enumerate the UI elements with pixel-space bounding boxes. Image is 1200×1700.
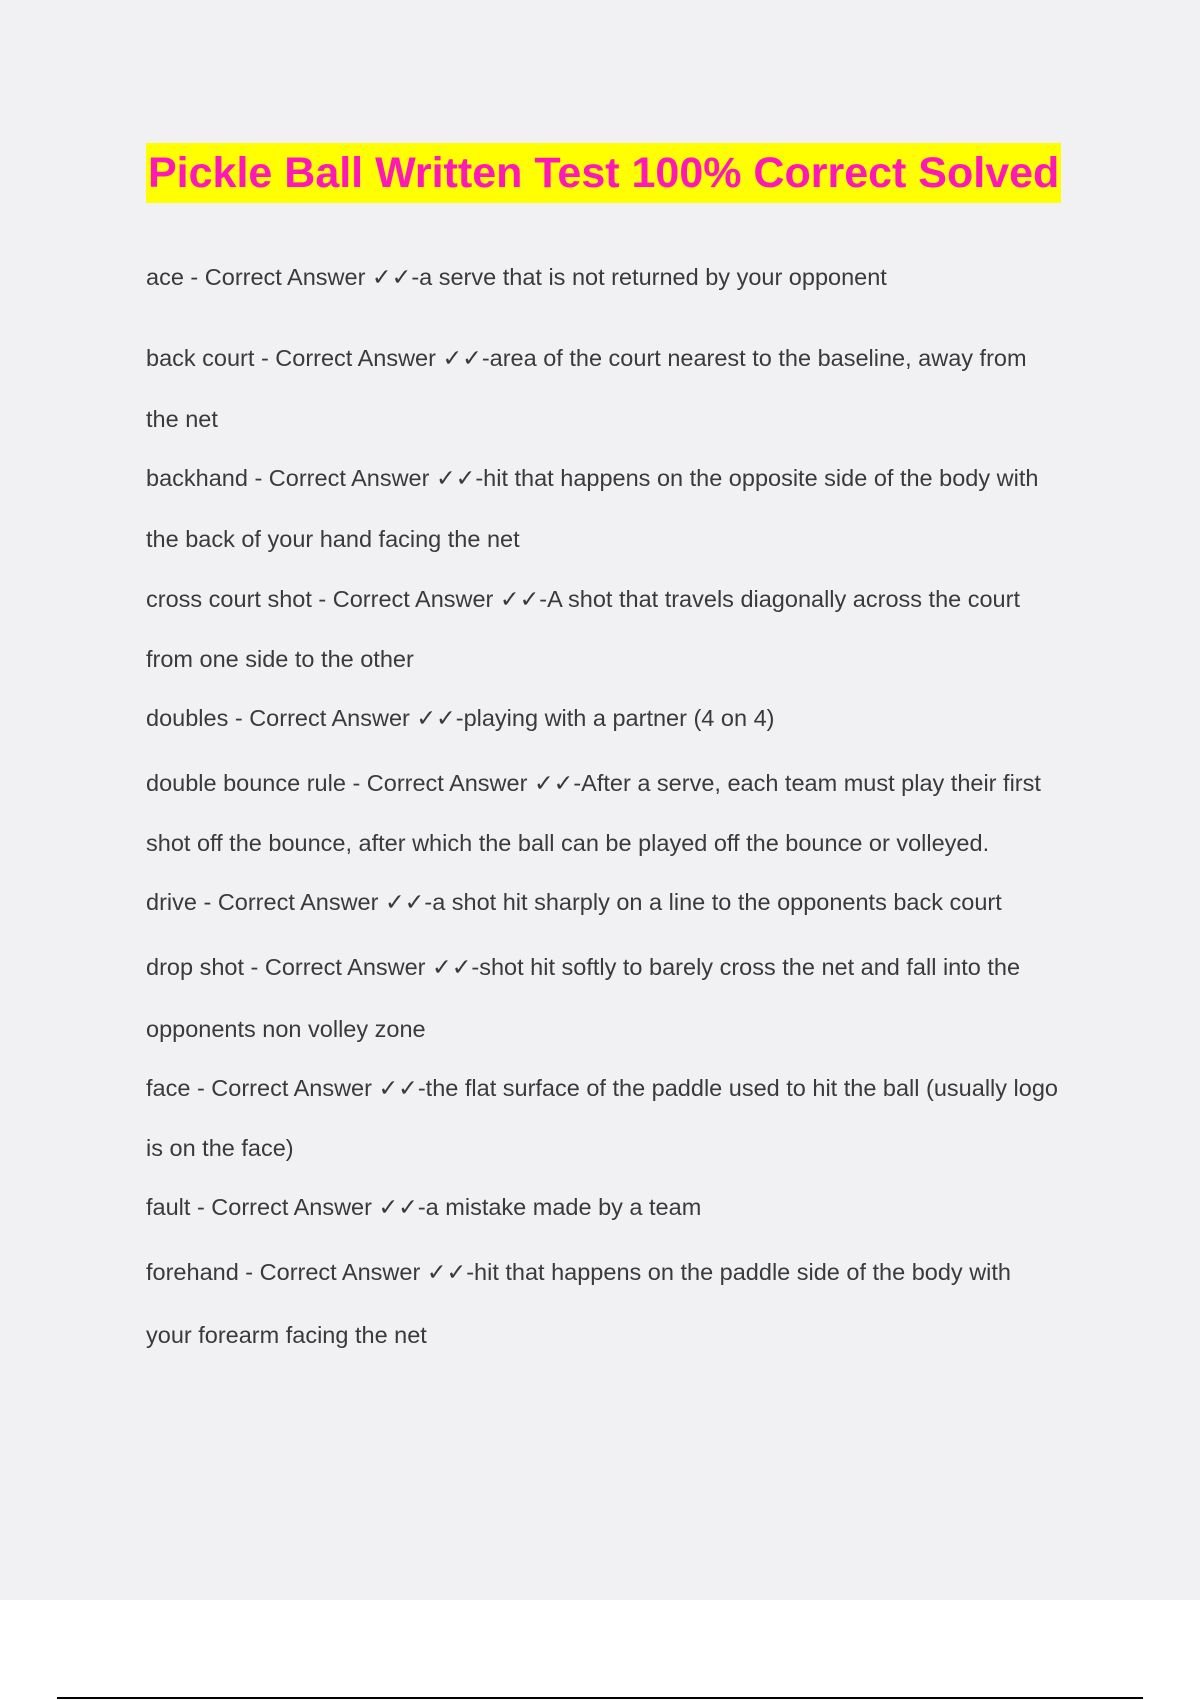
qa-line: from one side to the other bbox=[146, 646, 414, 672]
qa-line: drop shot - Correct Answer ✓✓-shot hit softly to barely cross the net and fall into the bbox=[146, 954, 1021, 980]
qa-line: double bounce rule - Correct Answer ✓✓-After a serve, each team must play their first bbox=[146, 770, 1041, 796]
qa-line: cross court shot - Correct Answer ✓✓-A shot that travels diagonally across the court bbox=[146, 586, 1020, 612]
qa-line: is on the face) bbox=[146, 1135, 294, 1161]
document-title: Pickle Ball Written Test 100% Correct Solved bbox=[146, 143, 1061, 203]
page-footer-divider bbox=[57, 1697, 1143, 1699]
qa-line: opponents non volley zone bbox=[146, 1016, 426, 1042]
qa-line: face - Correct Answer ✓✓-the flat surface of the paddle used to hit the ball (usually logo bbox=[146, 1075, 1058, 1101]
qa-line: back court - Correct Answer ✓✓-area of the court nearest to the baseline, away from bbox=[146, 345, 1027, 371]
qa-line: drive - Correct Answer ✓✓-a shot hit sharply on a line to the opponents back court bbox=[146, 889, 1002, 915]
qa-line: your forearm facing the net bbox=[146, 1322, 427, 1348]
qa-line: doubles - Correct Answer ✓✓-playing with a partner (4 on 4) bbox=[146, 705, 775, 731]
qa-line: ace - Correct Answer ✓✓-a serve that is not returned by your opponent bbox=[146, 264, 887, 290]
qa-line: the net bbox=[146, 406, 218, 432]
qa-line: fault - Correct Answer ✓✓-a mistake made by a team bbox=[146, 1194, 702, 1220]
qa-line: the back of your hand facing the net bbox=[146, 526, 520, 552]
qa-line: backhand - Correct Answer ✓✓-hit that happens on the opposite side of the body with bbox=[146, 465, 1039, 491]
qa-line: shot off the bounce, after which the ball can be played off the bounce or volleyed. bbox=[146, 830, 990, 856]
qa-line: forehand - Correct Answer ✓✓-hit that happens on the paddle side of the body with bbox=[146, 1259, 1012, 1285]
